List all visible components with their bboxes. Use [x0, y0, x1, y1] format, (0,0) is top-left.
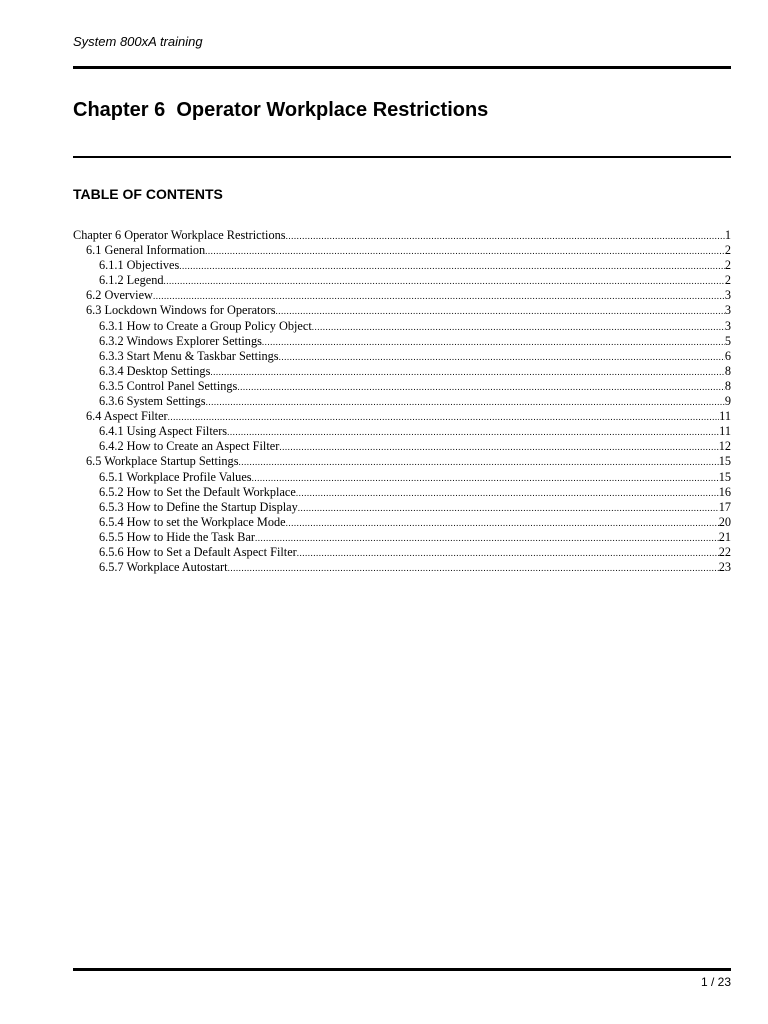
- toc-entry[interactable]: [73, 560, 731, 575]
- toc-entry-page: 15: [718, 469, 731, 484]
- toc-entry-title: Chapter 6 Operator Workplace Restrictions: [73, 228, 286, 242]
- toc-entry-page: 20: [718, 514, 731, 529]
- toc-entry[interactable]: [73, 258, 731, 273]
- toc-entry[interactable]: [73, 273, 731, 288]
- toc-entry[interactable]: [73, 349, 731, 364]
- toc-entry[interactable]: [73, 530, 731, 545]
- dot-leader: [298, 501, 719, 515]
- dot-leader: [168, 410, 720, 424]
- dot-leader: [228, 561, 719, 575]
- toc-entry[interactable]: [73, 500, 731, 515]
- dot-leader: [238, 455, 718, 469]
- toc-entry[interactable]: [73, 364, 731, 379]
- toc-entry-title: 6.3.6 System Settings: [99, 394, 206, 409]
- toc-entry[interactable]: [73, 319, 731, 334]
- dot-leader: [237, 380, 725, 394]
- toc-entry-title: 6.5.1 Workplace Profile Values: [99, 469, 252, 484]
- dot-leader: [210, 365, 724, 379]
- dot-leader: [179, 259, 725, 273]
- title-rule: [73, 156, 731, 158]
- toc-entry-title: 6.3.4 Desktop Settings: [99, 363, 211, 378]
- toc-entry-title: 6.1 General Information: [86, 243, 206, 258]
- table-of-contents: [73, 228, 731, 575]
- toc-entry-page: 22: [718, 544, 731, 559]
- dot-leader: [297, 546, 719, 560]
- toc-entry-page: 2: [724, 273, 731, 288]
- toc-entry-page: 3: [724, 303, 731, 318]
- toc-entry-title: 6.4.2 How to Create an Aspect Filter: [99, 439, 280, 454]
- toc-entry-title: 6.5.6 How to Set a Default Aspect Filter: [99, 544, 297, 559]
- toc-entry[interactable]: [73, 424, 731, 439]
- toc-entry-title: 6.3.3 Start Menu & Taskbar Settings: [99, 348, 279, 363]
- toc-entry-title: 6.1.1 Objectives: [99, 258, 180, 273]
- toc-entry-page: 5: [724, 333, 731, 348]
- toc-entry[interactable]: [73, 243, 731, 258]
- toc-entry-page: 2: [724, 243, 731, 258]
- toc-entry-page: 17: [718, 499, 731, 514]
- toc-entry[interactable]: [73, 379, 731, 394]
- toc-entry-page: 11: [719, 409, 731, 424]
- dot-leader: [164, 274, 725, 288]
- toc-entry-page: 21: [718, 529, 731, 544]
- chapter-title: Chapter 6 Operator Workplace Restrictions: [73, 99, 489, 121]
- toc-entry-title: 6.5.2 How to Set the Default Workplace: [99, 484, 296, 499]
- dot-leader: [206, 395, 725, 409]
- toc-entry-title: 6.3.1 How to Create a Group Policy Object: [99, 318, 312, 333]
- running-header: System 800xA training: [73, 34, 203, 49]
- toc-entry-title: 6.3 Lockdown Windows for Operators: [86, 303, 276, 318]
- dot-leader: [296, 486, 719, 500]
- toc-entry-title: 6.5.5 How to Hide the Task Bar: [99, 529, 256, 544]
- toc-entry-page: 15: [718, 454, 731, 469]
- toc-entry[interactable]: [73, 470, 731, 485]
- toc-entry-title: 6.5.3 How to Define the Startup Display: [99, 499, 298, 514]
- toc-entry-page: 3: [724, 288, 731, 303]
- toc-entry-page: 11: [719, 424, 731, 439]
- toc-entry-page: 2: [724, 258, 731, 273]
- toc-entry-page: 12: [718, 439, 731, 454]
- dot-leader: [312, 320, 725, 334]
- dot-leader: [262, 335, 725, 349]
- dot-leader: [255, 531, 719, 545]
- toc-entry[interactable]: [73, 334, 731, 349]
- toc-entry[interactable]: [73, 515, 731, 530]
- toc-entry-page: 6: [724, 348, 731, 363]
- toc-entry[interactable]: [73, 409, 731, 424]
- toc-entry[interactable]: [73, 485, 731, 500]
- dot-leader: [276, 304, 725, 318]
- toc-entry-title: 6.4.1 Using Aspect Filters: [99, 424, 228, 439]
- dot-leader: [153, 289, 725, 303]
- toc-entry-title: 6.5.7 Workplace Autostart: [99, 560, 228, 575]
- toc-heading: TABLE OF CONTENTS: [73, 186, 223, 202]
- toc-entry-page: 8: [724, 378, 731, 393]
- toc-entry-page: 16: [718, 484, 731, 499]
- toc-entry-title: 6.5 Workplace Startup Settings: [86, 454, 239, 469]
- toc-entry-page: 3: [724, 318, 731, 333]
- toc-entry-page: 23: [718, 560, 731, 575]
- dot-leader: [227, 425, 719, 439]
- toc-entry[interactable]: [73, 439, 731, 454]
- dot-leader: [205, 244, 725, 258]
- dot-leader: [252, 471, 719, 485]
- toc-entry-title: 6.1.2 Legend: [99, 273, 164, 288]
- toc-entry[interactable]: [73, 454, 731, 469]
- toc-entry[interactable]: [73, 228, 731, 243]
- toc-entry[interactable]: [73, 394, 731, 409]
- toc-entry-page: 9: [724, 394, 731, 409]
- footer-rule: [73, 968, 731, 971]
- toc-entry-page: 8: [724, 363, 731, 378]
- toc-entry-title: 6.2 Overview: [86, 288, 153, 303]
- toc-entry[interactable]: [73, 288, 731, 303]
- toc-entry-page: 1: [724, 228, 731, 242]
- toc-entry-title: 6.5.4 How to set the Workplace Mode: [99, 514, 286, 529]
- dot-leader: [279, 350, 725, 364]
- toc-entry-title: 6.3.2 Windows Explorer Settings: [99, 333, 262, 348]
- dot-leader: [286, 229, 725, 243]
- toc-entry[interactable]: [73, 303, 731, 318]
- toc-entry-title: 6.3.5 Control Panel Settings: [99, 378, 238, 393]
- header-rule: [73, 66, 731, 69]
- dot-leader: [286, 516, 719, 530]
- toc-entry[interactable]: [73, 545, 731, 560]
- page-number: 1 / 23: [700, 975, 731, 989]
- dot-leader: [279, 440, 718, 454]
- toc-entry-title: 6.4 Aspect Filter: [86, 409, 168, 424]
